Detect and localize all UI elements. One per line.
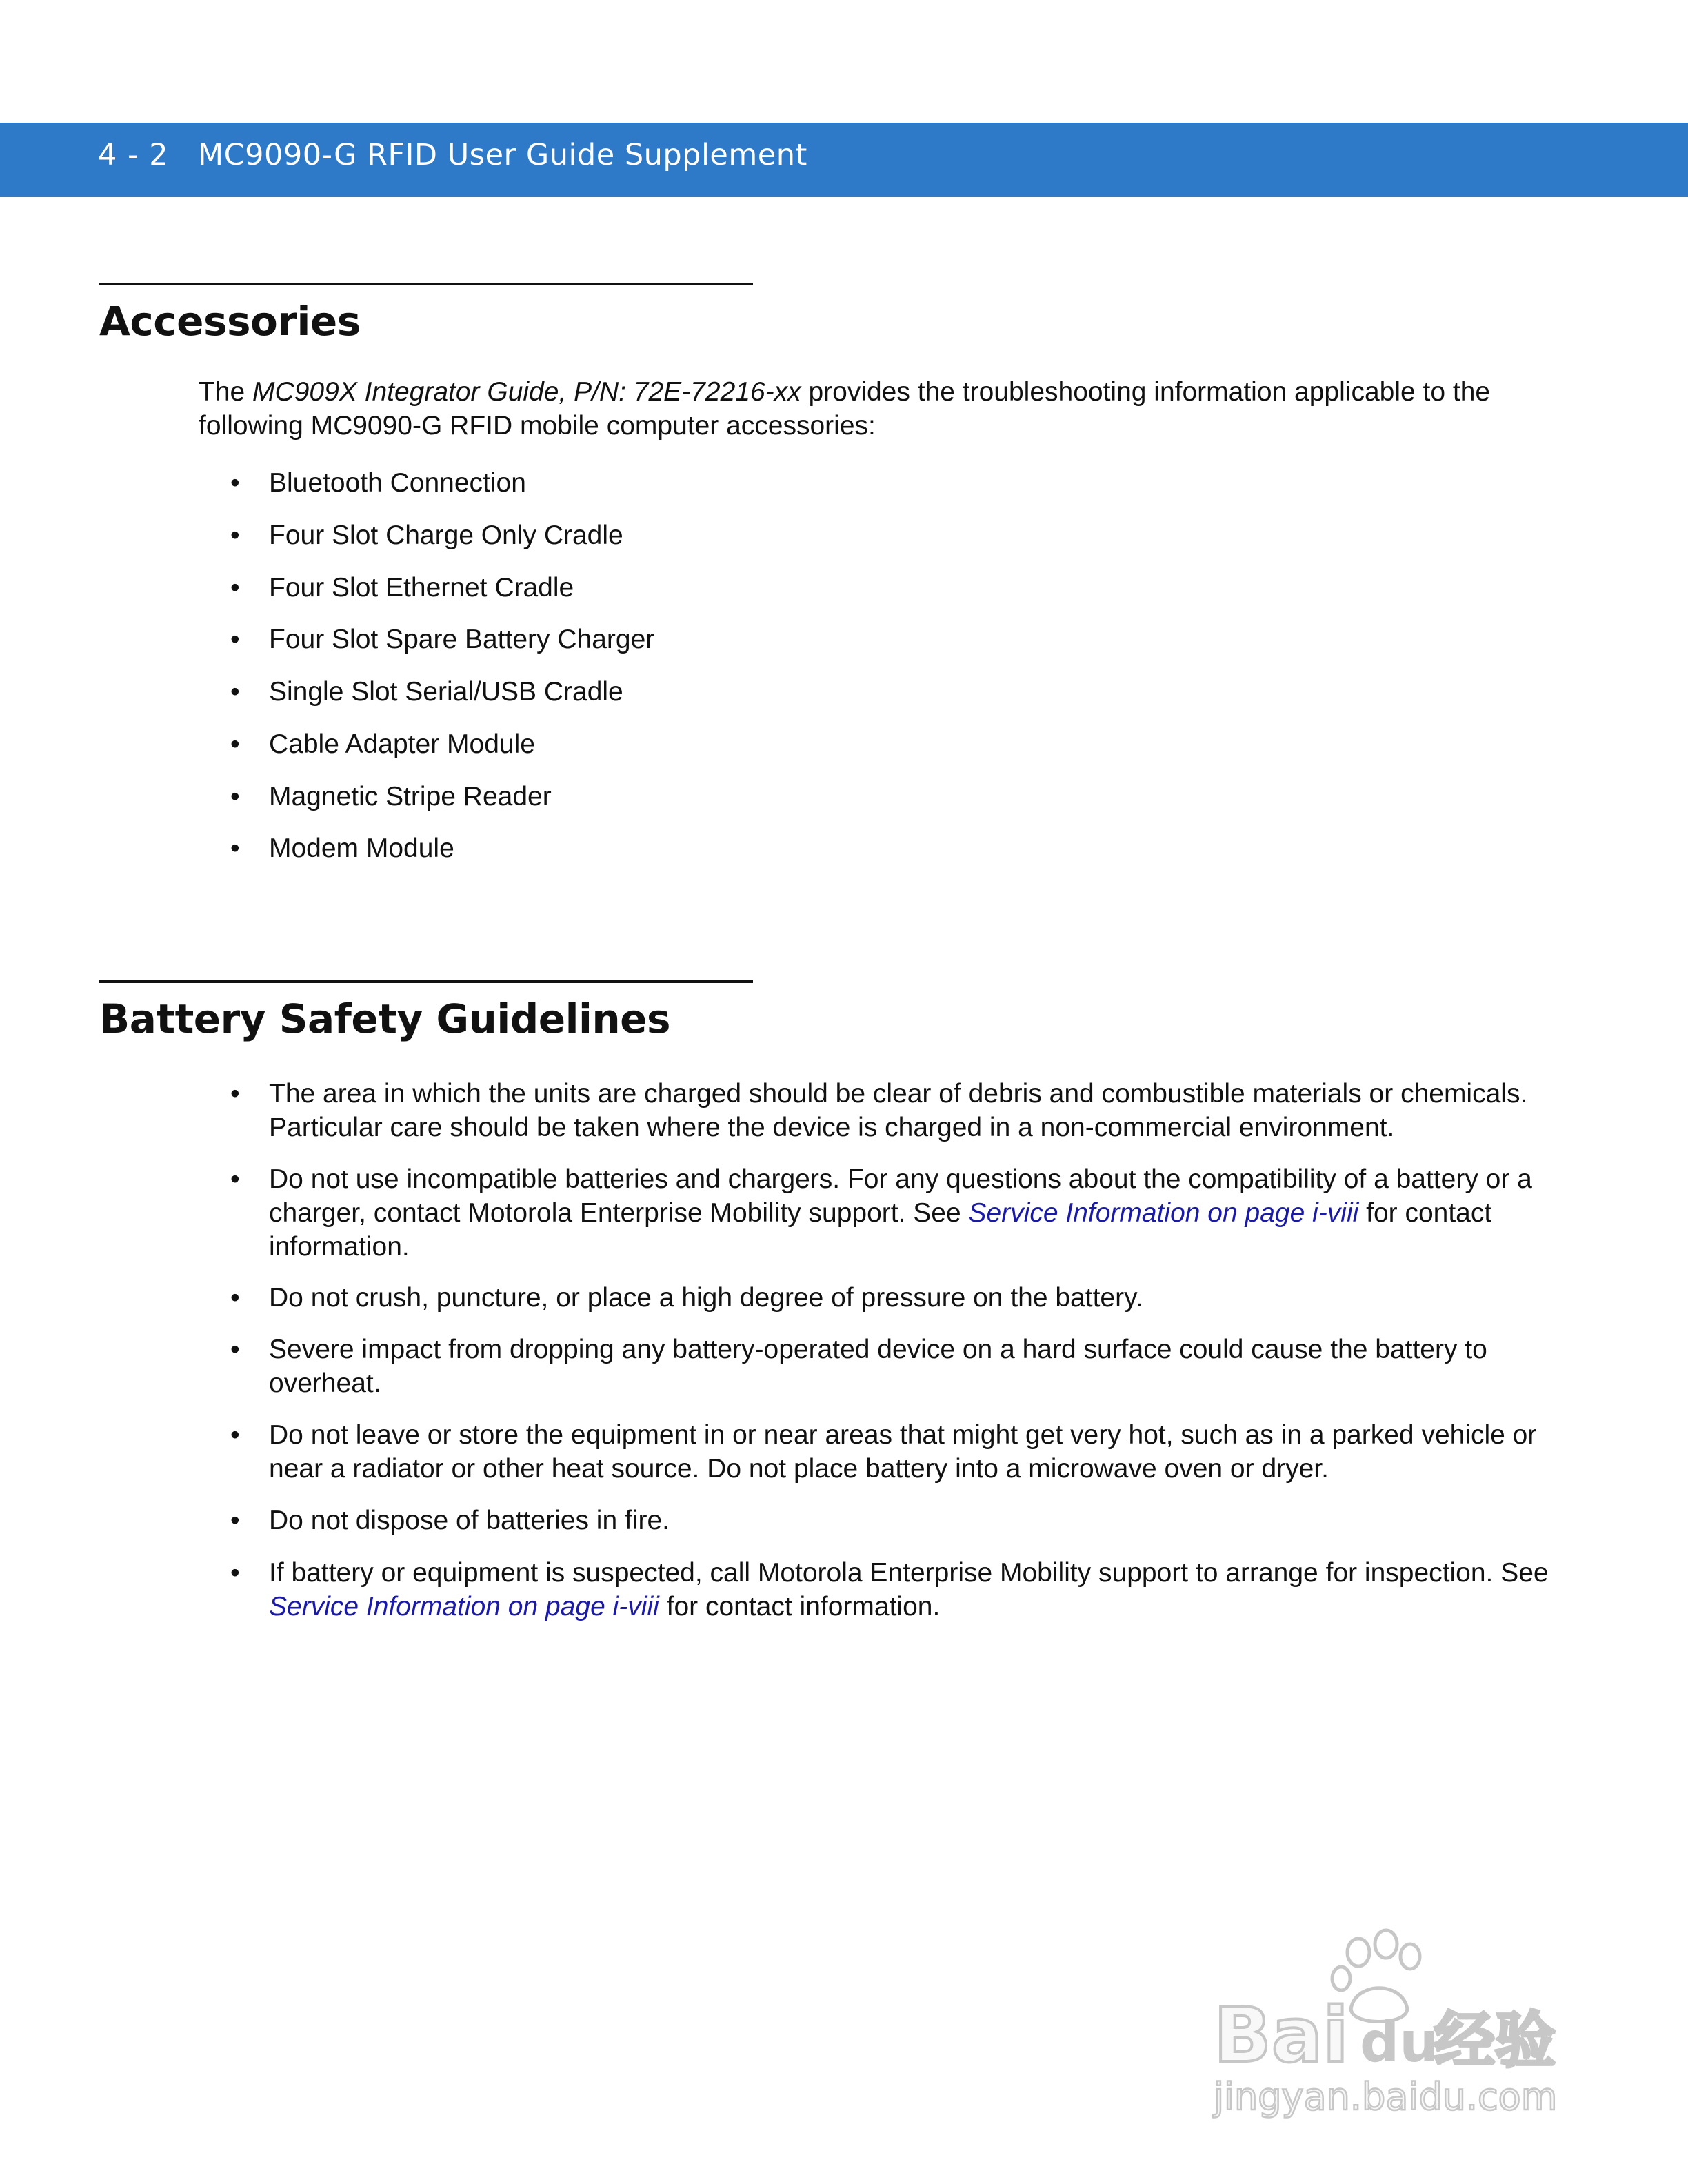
list-item: • Four Slot Spare Battery Charger [269, 623, 1593, 656]
intro-suffix: provides the troubleshooting information applicable to the [801, 377, 1491, 407]
bullet: • [230, 782, 240, 811]
list-item: • If battery or equipment is suspected, call Motorola Enterprise Mobility support to arrange for inspection. See Service Information on page i-viii for contact information. [269, 1556, 1593, 1624]
list-item: • Cable Adapter Module [269, 727, 1593, 761]
accessories-intro [199, 375, 1578, 443]
list-item: • Do not crush, puncture, or place a high degree of pressure on the battery. [269, 1281, 1593, 1315]
bullet: • [230, 573, 240, 603]
bullet: • [230, 677, 240, 707]
list-item: • Severe impact from dropping any battery-operated device on a hard surface could cause the battery to overheat. [269, 1333, 1593, 1400]
list-item: • Magnetic Stripe Reader [269, 780, 1593, 813]
header-page-number: 4 - 2 [98, 138, 169, 172]
bullet: • [230, 729, 240, 759]
bullet: • [230, 625, 240, 654]
baidu-watermark [1200, 1923, 1586, 2123]
svg-text:jingyan.baidu.com: jingyan.baidu.com [1214, 2075, 1558, 2119]
list-item: • Do not dispose of batteries in fire. [269, 1504, 1593, 1537]
bullet: • [230, 520, 240, 550]
intro-prefix: The [199, 377, 253, 407]
bullet: • [230, 1506, 240, 1535]
battery-rule [99, 980, 753, 983]
bullet: • [230, 1420, 240, 1450]
list-item: • Four Slot Ethernet Cradle [269, 571, 1593, 605]
list-item: • Single Slot Serial/USB Cradle [269, 675, 1593, 709]
battery-title: Battery Safety Guidelines [99, 995, 670, 1042]
intro-line-2: following MC9090-G RFID mobile computer accessories: [199, 411, 876, 441]
bullet: • [230, 1079, 240, 1109]
list-item: • Do not leave or store the equipment in or near areas that might get very hot, such as in a parked vehicle or near a radiator or other heat source. Do not place battery into a microwave oven or dryer. [269, 1418, 1593, 1486]
bullet: • [230, 1283, 240, 1313]
bullet: • [230, 468, 240, 498]
header-doc-title: MC9090-G RFID User Guide Supplement [198, 138, 807, 172]
service-information-link[interactable]: Service Information on page i-viii [968, 1198, 1359, 1228]
bullet: • [230, 1164, 240, 1194]
list-item: • Four Slot Charge Only Cradle [269, 518, 1593, 552]
list-item: • The area in which the units are charged should be clear of debris and combustible materials or chemicals. Particular care should be taken where the device is charged in a non-commercial environment. [269, 1077, 1593, 1144]
svg-text:经验: 经验 [1434, 2005, 1556, 2076]
list-item: • Bluetooth Connection [269, 466, 1593, 500]
service-information-link[interactable]: Service Information on page i-viii [269, 1592, 659, 1621]
svg-text:du: du [1360, 2010, 1439, 2074]
svg-text:Bai: Bai [1214, 1991, 1349, 2079]
list-item: • Modem Module [269, 831, 1593, 865]
intro-doc-reference: MC909X Integrator Guide, P/N: 72E-72216-xx [252, 377, 801, 407]
accessories-title: Accessories [99, 298, 361, 345]
bullet: • [230, 833, 240, 863]
bullet: • [230, 1335, 240, 1364]
list-item: • Do not use incompatible batteries and chargers. For any questions about the compatibility of a battery or a charger, contact Motorola Enterprise Mobility support. See Service Information on page i-viii for contact information. [269, 1162, 1593, 1264]
bullet: • [230, 1558, 240, 1588]
accessories-rule [99, 283, 753, 285]
